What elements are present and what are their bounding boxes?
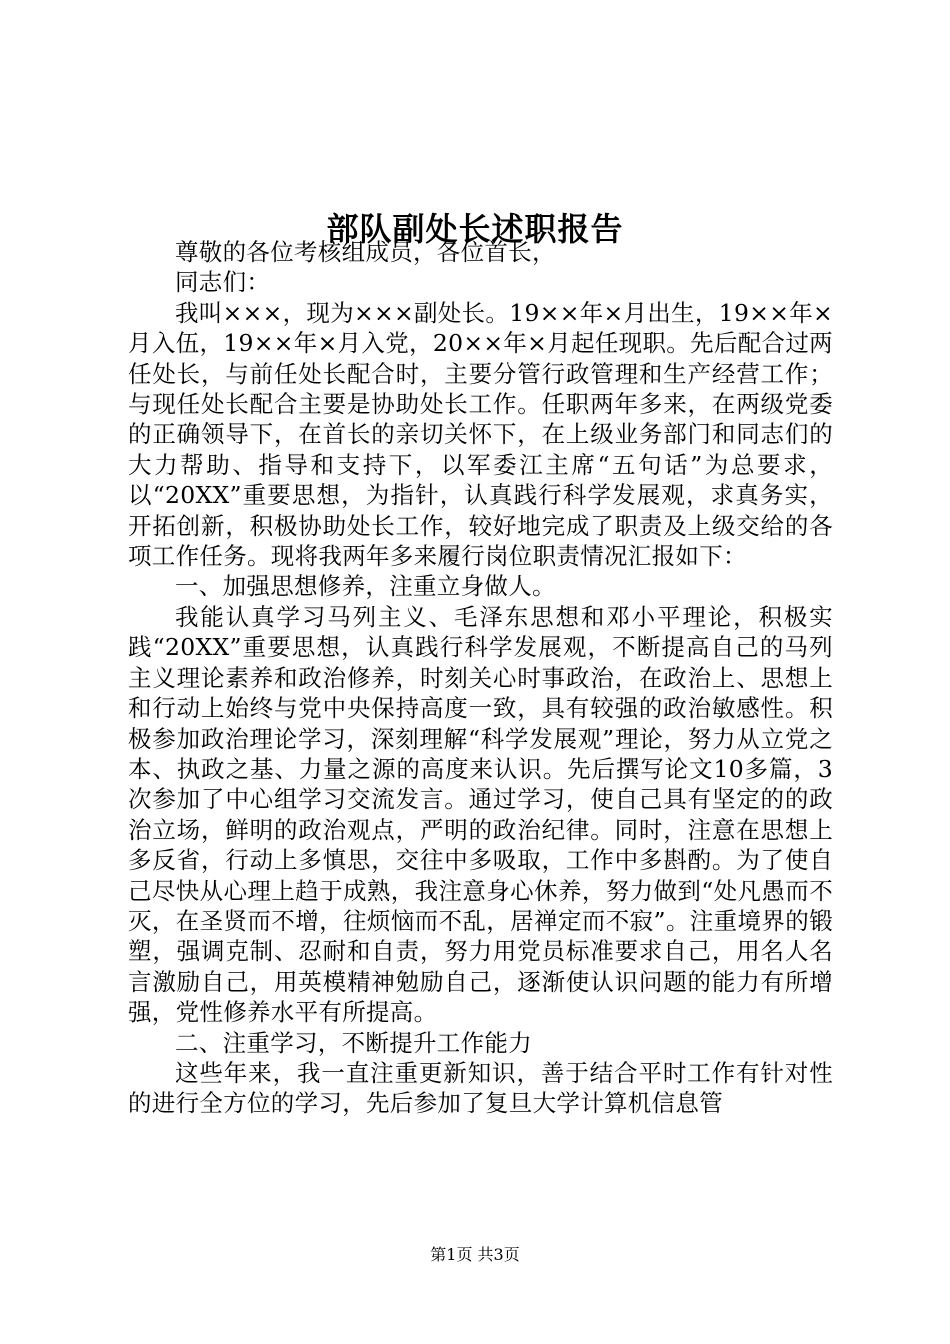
section-heading-2: 二、注重学习，不断提升工作能力 [175,1028,532,1057]
salutation-line-2: 同志们： [175,268,271,297]
intro-paragraph: 我叫×××，现为×××副处长。19××年×月出生，19××年×月入伍，19××年×月入党，20××年×月起任现职。先后配合过两任处长，与前任处长配合时，主要分管行政管理和生产经营工作；与现任处长配合主要是协助处长工作。任职两年多来，在两级党委的正确领导下，在首长的亲切关怀下，在上级业务部门和同志们的大力帮助、指导和支持下，以军委江主席“五句话”为总要求，以“20XX”重要思想，为指针，认真践行科学发展观，求真务实，开拓创新，积极协助处长工作，较好地完成了职责及上级交给的各项工作任务。现将我两年多来履行岗位职责情况汇报如下： [128,298,833,571]
section-2-paragraph: 这些年来，我一直注重更新知识，善于结合平时工作有针对性的进行全方位的学习，先后参加了复旦大学计算机信息管 [128,1058,833,1118]
salutation-line-1: 尊敬的各位考核组成员，各位首长， [175,238,556,266]
section-heading-1: 一、加强思想修养，注重立身做人。 [175,572,556,601]
section-1-paragraph: 我能认真学习马列主义、毛泽东思想和邓小平理论，积极实践“20XX”重要思想，认真践行科学发展观，不断提高自己的马列主义理论素养和政治修养，时刻关心时事政治，在政治上、思想上和行动上始终与党中央保持高度一致，具有较强的政治敏感性。积极参加政治理论学习，深刻理解“科学发展观”理论，努力从立党之本、执政之基、力量之源的高度来认识。先后撰写论文10多篇，3次参加了中心组学习交流发言。通过学习，使自己具有坚定的的政治立场，鲜明的政治观点，严明的政治纪律。同时，注意在思想上多反省，行动上多慎思，交往中多吸取，工作中多斟酌。为了使自己尽快从心理上趋于成熟，我注意身心休养，努力做到“处凡愚而不灭，在圣贤而不增，往烦恼而不乱，居禅定而不寂”。注重境界的锻塑，强调克制、忍耐和自责，努力用党员标准要求自己，用名人名言激励自己，用英模精神勉励自己，逐渐使认识问题的能力有所增强，党性修养水平有所提高。 [128,602,833,1027]
page-number-footer: 第1页 共3页 [430,1245,520,1264]
document-title: 部队副处长述职报告 [326,210,624,249]
document-body [128,237,833,1119]
